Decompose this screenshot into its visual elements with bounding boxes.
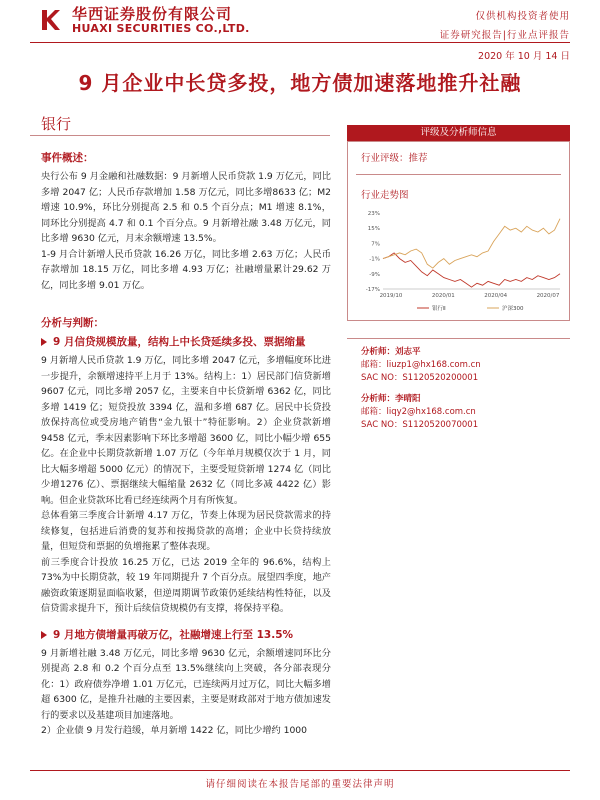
logo-icon — [38, 6, 64, 32]
trend-chart — [355, 207, 567, 317]
analyst-divider — [347, 338, 570, 339]
series-line — [383, 253, 560, 287]
summary-paragraph: 1-9 月合计新增人民币贷款 16.26 万亿，同比多增 2.63 万亿；人民币存款增加 18.15 万亿，同比多增 4.93 万亿；社融增量累计29.62 万亿，同比多增 9.01 万亿。 — [41, 248, 331, 291]
audience-note: 仅供机构投资者使用 — [475, 11, 570, 22]
company-name-cn: 华西证券股份有限公司 — [72, 5, 233, 23]
rating-divider — [356, 174, 561, 175]
rating-panel-title: 评级及分析师信息 — [347, 125, 570, 141]
triangle-bullet-icon — [41, 338, 47, 346]
x-tick-label: 2020/07 — [536, 293, 560, 299]
analysis-paragraph: 9 月新增人民币贷款 1.9 万亿，同比多增 2047 亿元，多增幅度环比进一步提升，余额增速持平上月于 13%。结构上：1）居民部门信贷新增 9607 亿元，同比多增 2057 亿，主要来自中长贷新增 6362 亿，同比多增 1419 亿；短贷投放 3394 亿，温和多增 687 亿。居民中长贷投放保持高位或受房地产销售“金九银十”特征影响。2）企业贷款新增 9458 亿元，季末因素影响下环比多增超 3600 亿，同比小幅少增 655 亿。在企业中长期贷款新增 1.07 万亿（今年单月规模仅次于 1 月，同比大幅多增超 5000 亿元）的情况下，主要受短贷新增 1274 亿（同比少增1276 亿）、票据继续大幅缩量 2632 亿（同比多减 4422 亿）影响。但企业贷款环比看已经连续两个月有所恢复。 — [41, 355, 331, 506]
sector-divider — [30, 135, 330, 136]
industry-rating: 行业评级：推荐 — [361, 153, 428, 164]
y-tick-label: 15% — [367, 226, 380, 233]
x-tick-label: 2019/10 — [379, 293, 403, 299]
section-heading — [41, 627, 331, 643]
analyst-email: 邮箱：liqy2@hx168.com.cn — [361, 407, 476, 417]
summary-paragraph: 央行公布 9 月金融和社融数据：9 月新增人民币贷款 1.9 万亿元，同比多增 2047 亿；人民币存款增加 1.58 万亿元，同比多增8633 亿；M2 增速 10.9%，环比分别提高 2.5 和 0.5 个百分点；M1 增速 8.1%，同环比分别提高 4.7 和 0.1 个百分点。9 月新增社融 3.48 万亿元，同比多增 9630 亿元，月末余额增速 13.5%。 — [41, 171, 331, 244]
summary-heading: 事件概述： — [41, 152, 94, 164]
legend-label: 沪深300 — [502, 306, 524, 312]
y-tick-label: 7% — [371, 241, 380, 248]
legend-label: 银行Ⅱ — [432, 306, 446, 312]
x-axis — [380, 293, 560, 299]
analysis-heading: 分析与判断： — [41, 317, 104, 329]
y-tick-label: -9% — [369, 271, 380, 278]
section-heading — [41, 334, 331, 350]
analysis-paragraph: 总体看第三季度合计新增 4.17 万亿，节奏上体现为居民贷款需求的持续修复，包括进后消费的复苏和按揭贷款的高增；企业中长贷持续放量，但短贷和票据的负增拖累了整体表现。 — [41, 510, 331, 552]
analysis-paragraph: 2）企业债 9 月发行趋缓，单月新增 1422 亿，同比少增约 1000 — [41, 725, 307, 736]
analyst-email: 邮箱：liuzp1@hx168.com.cn — [361, 360, 481, 370]
main-content — [41, 150, 331, 739]
y-axis — [366, 211, 380, 293]
section-heading-text: 9 月信贷规模放量，结构上中长贷延续多投、票据缩量 — [53, 336, 306, 348]
analyst-sac: SAC NO：S1120520070001 — [361, 420, 479, 430]
y-tick-label: -1% — [369, 256, 380, 263]
analyst-name: 分析师：刘志平 — [361, 347, 421, 357]
chart-series — [383, 219, 560, 287]
x-tick-label: 2020/04 — [484, 293, 508, 299]
report-type: 证券研究报告|行业点评报告 — [439, 30, 570, 41]
analysis-paragraph: 9 月新增社融 3.48 万亿元，同比多增 9630 亿元，余额增速同环比分别提高 2.8 和 0.2 个百分点至 13.5%继续向上突破，各分部表现分化：1）政府债券净增 1.01 万亿元，已连续两月过万亿，同比大幅多增超 6300 亿，是推升社融的主要因素，主要是财政部对于地方债加速发行的要求以及基建项目加速落地。 — [41, 647, 331, 721]
analyst-name: 分析师：李晴阳 — [361, 394, 421, 404]
y-tick-label: 23% — [367, 211, 380, 217]
report-title: 9 月企业中长贷多投，地方债加速落地推升社融 — [78, 71, 522, 95]
footer-divider — [30, 770, 570, 771]
x-tick-label: 2020/01 — [431, 293, 455, 299]
section-heading-text: 9 月地方债增量再破万亿，社融增速上行至 13.5% — [53, 628, 294, 641]
sector-label: 银行 — [41, 115, 72, 133]
legal-notice: 请仔细阅读在本报告尾部的重要法律声明 — [205, 779, 395, 790]
chart-legend — [417, 304, 524, 312]
header-divider — [30, 42, 570, 43]
y-tick-label: -17% — [365, 287, 380, 293]
trend-chart-title: 行业走势图 — [361, 190, 409, 201]
company-name-en: HUAXI SECURITIES CO.,LTD. — [72, 22, 250, 35]
report-date: 2020 年 10 月 14 日 — [478, 51, 570, 62]
analyst-sac: SAC NO：S1120520200001 — [361, 373, 479, 383]
triangle-bullet-icon — [41, 631, 47, 639]
analysis-paragraph: 前三季度合计投放 16.25 万亿，已达 2019 全年的 96.6%，结构上 73%为中长期贷款，较 19 年同期提升 7 个百分点。展望四季度，地产融资政策逐期显面临收紧，但逆周期调节政策仍延续结构性特征，以及信贷需求提升下，预计后续信贷规模仍有支撑，将保持平稳。 — [41, 556, 331, 614]
